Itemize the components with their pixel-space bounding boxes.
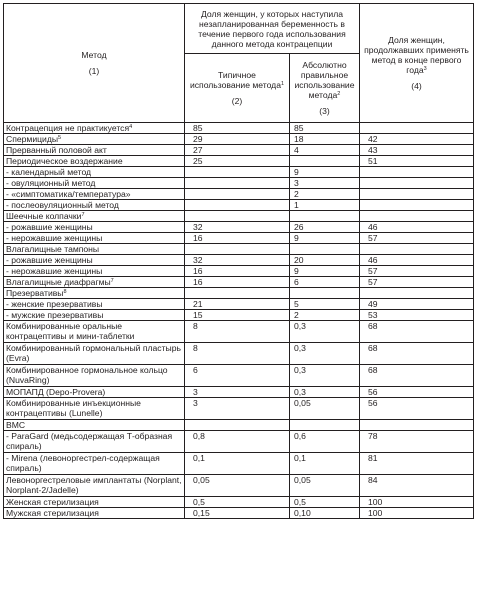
- continuing-value-cell: 81: [360, 453, 474, 475]
- typical-value-cell: 32: [185, 255, 290, 266]
- typical-value-cell: 6: [185, 365, 290, 387]
- perfect-value-cell: 9: [290, 167, 360, 178]
- method-label: - мужские презервативы: [6, 310, 104, 320]
- method-label: МОПАПД (Depo-Provera): [6, 387, 106, 397]
- table-row: [4, 497, 474, 508]
- typical-value-cell: 3: [185, 387, 290, 398]
- perfect-value-cell: 20: [290, 255, 360, 266]
- table-row: [4, 178, 474, 189]
- perfect-value-cell: 0,3: [290, 365, 360, 387]
- perfect-value-cell: 18: [290, 134, 360, 145]
- table-body: [4, 123, 474, 519]
- table-row: [4, 222, 474, 233]
- perfect-value-cell: 0,3: [290, 343, 360, 365]
- perfect-value-cell: 4: [290, 145, 360, 156]
- header-continuing-num: (4): [411, 81, 422, 91]
- perfect-value-cell: 0,6: [290, 431, 360, 453]
- continuing-value-cell: 51: [360, 156, 474, 167]
- header-typical-sup: 1: [280, 81, 285, 87]
- table-row: [4, 167, 474, 178]
- header-perfect: [290, 54, 360, 123]
- typical-value-cell: 0,5: [185, 497, 290, 508]
- typical-value-cell: 25: [185, 156, 290, 167]
- method-label: Влагалищные тампоны: [6, 244, 100, 254]
- method-cell: [4, 453, 185, 475]
- typical-value-cell: 15: [185, 310, 290, 321]
- method-cell: [4, 244, 185, 255]
- table-row: [4, 244, 474, 255]
- method-cell: [4, 431, 185, 453]
- continuing-value-cell: [360, 420, 474, 431]
- continuing-value-cell: 100: [360, 497, 474, 508]
- table-row: [4, 277, 474, 288]
- method-footnote: 4: [129, 124, 133, 130]
- header-typical-num: (2): [231, 96, 243, 106]
- continuing-value-cell: 53: [360, 310, 474, 321]
- table-row: [4, 387, 474, 398]
- method-label: ВМС: [6, 420, 26, 430]
- continuing-value-cell: 56: [360, 387, 474, 398]
- method-label: - нерожавшие женщины: [6, 266, 103, 276]
- continuing-value-cell: 46: [360, 255, 474, 266]
- typical-value-cell: 32: [185, 222, 290, 233]
- method-label: - Mirena (левоноргестрел-содержащая спираль): [6, 453, 160, 473]
- continuing-value-cell: 57: [360, 266, 474, 277]
- method-label: Прерванный половой акт: [6, 145, 107, 155]
- method-label: - рожавшие женщины: [6, 222, 93, 232]
- method-label: Спермициды: [6, 134, 59, 144]
- method-label: Периодическое воздержание: [6, 156, 123, 166]
- typical-value-cell: [185, 189, 290, 200]
- table-row: [4, 134, 474, 145]
- method-cell: [4, 189, 185, 200]
- method-cell: [4, 266, 185, 277]
- perfect-value-cell: 3: [290, 178, 360, 189]
- method-cell: [4, 233, 185, 244]
- typical-value-cell: 16: [185, 277, 290, 288]
- method-label: - рожавшие женщины: [6, 255, 93, 265]
- method-cell: [4, 156, 185, 167]
- method-cell: [4, 134, 185, 145]
- table-row: [4, 453, 474, 475]
- table-row: [4, 431, 474, 453]
- method-label: - овуляционный метод: [6, 178, 96, 188]
- method-label: Презервативы: [6, 288, 64, 298]
- method-cell: [4, 420, 185, 431]
- method-cell: [4, 255, 185, 266]
- table-row: [4, 145, 474, 156]
- continuing-value-cell: 68: [360, 321, 474, 343]
- method-cell: [4, 343, 185, 365]
- header-continuing: [360, 4, 474, 123]
- method-label: Женская стерилизация: [6, 497, 99, 507]
- table-row: [4, 266, 474, 277]
- method-cell: [4, 145, 185, 156]
- perfect-value-cell: 6: [290, 277, 360, 288]
- perfect-value-cell: [290, 156, 360, 167]
- perfect-value-cell: 0,1: [290, 453, 360, 475]
- table-row: [4, 233, 474, 244]
- method-cell: [4, 365, 185, 387]
- typical-value-cell: [185, 178, 290, 189]
- table-row: [4, 321, 474, 343]
- typical-value-cell: 3: [185, 398, 290, 420]
- method-cell: [4, 310, 185, 321]
- table-row: [4, 288, 474, 299]
- method-label: Мужская стерилизация: [6, 508, 99, 518]
- continuing-value-cell: [360, 288, 474, 299]
- continuing-value-cell: [360, 211, 474, 222]
- perfect-value-cell: 0,3: [290, 387, 360, 398]
- perfect-value-cell: 2: [290, 189, 360, 200]
- typical-value-cell: 0,15: [185, 508, 290, 519]
- header-method-label: Метод: [81, 50, 107, 60]
- method-cell: [4, 398, 185, 420]
- method-cell: [4, 497, 185, 508]
- continuing-value-cell: 100: [360, 508, 474, 519]
- method-cell: [4, 475, 185, 497]
- continuing-value-cell: 57: [360, 277, 474, 288]
- perfect-value-cell: 9: [290, 233, 360, 244]
- continuing-value-cell: 43: [360, 145, 474, 156]
- table-row: [4, 508, 474, 519]
- method-cell: [4, 123, 185, 134]
- perfect-value-cell: 1: [290, 200, 360, 211]
- continuing-value-cell: [360, 123, 474, 134]
- method-label: Комбинированное гормональное кольцо (NuvaRing): [6, 365, 168, 385]
- continuing-value-cell: 56: [360, 398, 474, 420]
- typical-value-cell: [185, 211, 290, 222]
- method-label: - женские презервативы: [6, 299, 103, 309]
- header-method-num: (1): [88, 66, 100, 76]
- perfect-value-cell: 0,05: [290, 475, 360, 497]
- typical-value-cell: [185, 420, 290, 431]
- perfect-value-cell: 0,5: [290, 497, 360, 508]
- method-cell: [4, 299, 185, 310]
- method-cell: [4, 387, 185, 398]
- continuing-value-cell: 57: [360, 233, 474, 244]
- header-perfect-sup: 2: [337, 91, 341, 97]
- method-label: Комбинированный гормональный пластырь (Evra): [6, 343, 181, 363]
- continuing-value-cell: [360, 189, 474, 200]
- table-row: [4, 156, 474, 167]
- table-row: [4, 343, 474, 365]
- header-continuing-sup: 3: [423, 66, 427, 72]
- table-row: [4, 200, 474, 211]
- method-label: Влагалищные диафрагмы: [6, 277, 111, 287]
- method-footnote: 5: [58, 135, 62, 141]
- header-perfect-num: (3): [319, 106, 330, 116]
- method-footnote: 7: [81, 212, 85, 218]
- perfect-value-cell: [290, 420, 360, 431]
- typical-value-cell: 8: [185, 343, 290, 365]
- typical-value-cell: 8: [185, 321, 290, 343]
- method-label: Левоноргестреловые имплантаты (Norplant, Norplant-2/Jadelle): [6, 475, 182, 495]
- header-unplanned-label: Доля женщин, у которых наступила незапланированная беременность в течение первого года использования данного метода контрацепции: [198, 8, 346, 49]
- table-row: [4, 211, 474, 222]
- table-row: [4, 420, 474, 431]
- method-label: Контрацепция не практикуется: [6, 123, 130, 133]
- method-label: Комбинированные оральные контрацептивы и мини-таблетки: [6, 321, 135, 341]
- method-cell: [4, 321, 185, 343]
- method-label: - нерожавшие женщины: [6, 233, 103, 243]
- table-row: [4, 123, 474, 134]
- table-row: [4, 398, 474, 420]
- continuing-value-cell: 49: [360, 299, 474, 310]
- method-cell: [4, 508, 185, 519]
- perfect-value-cell: 2: [290, 310, 360, 321]
- continuing-value-cell: [360, 167, 474, 178]
- table-row: [4, 475, 474, 497]
- table-row: [4, 310, 474, 321]
- method-label: - «симптоматика/температура»: [6, 189, 131, 199]
- typical-value-cell: 0,05: [185, 475, 290, 497]
- method-cell: [4, 200, 185, 211]
- typical-value-cell: 27: [185, 145, 290, 156]
- perfect-value-cell: 0,10: [290, 508, 360, 519]
- method-cell: [4, 211, 185, 222]
- method-cell: [4, 178, 185, 189]
- header-continuing-label: Доля женщин, продолжавших применять метод в конце первого года: [364, 35, 469, 75]
- continuing-value-cell: 42: [360, 134, 474, 145]
- perfect-value-cell: 9: [290, 266, 360, 277]
- continuing-value-cell: [360, 200, 474, 211]
- perfect-value-cell: 5: [290, 299, 360, 310]
- method-footnote: 7: [110, 278, 114, 284]
- table-row: [4, 255, 474, 266]
- typical-value-cell: 0,8: [185, 431, 290, 453]
- header-unplanned-pregnancy: [185, 4, 360, 54]
- perfect-value-cell: 0,05: [290, 398, 360, 420]
- continuing-value-cell: [360, 178, 474, 189]
- perfect-value-cell: 85: [290, 123, 360, 134]
- header-perfect-label: Абсолютно правильное использование метода: [294, 60, 355, 100]
- typical-value-cell: [185, 200, 290, 211]
- typical-value-cell: 16: [185, 266, 290, 277]
- continuing-value-cell: 84: [360, 475, 474, 497]
- perfect-value-cell: 26: [290, 222, 360, 233]
- perfect-value-cell: [290, 211, 360, 222]
- continuing-value-cell: 46: [360, 222, 474, 233]
- header-method: [4, 4, 185, 123]
- method-label: - ParaGard (медьсодержащая Т-образная спираль): [6, 431, 173, 451]
- continuing-value-cell: 68: [360, 343, 474, 365]
- method-label: Комбинированные инъекционные контрацептивы (Lunelle): [6, 398, 141, 418]
- typical-value-cell: [185, 288, 290, 299]
- typical-value-cell: 29: [185, 134, 290, 145]
- contraception-efficacy-table: [3, 3, 474, 519]
- continuing-value-cell: 68: [360, 365, 474, 387]
- table-row: [4, 189, 474, 200]
- method-footnote: 8: [63, 289, 67, 295]
- perfect-value-cell: [290, 244, 360, 255]
- method-cell: [4, 288, 185, 299]
- perfect-value-cell: [290, 288, 360, 299]
- typical-value-cell: 85: [185, 123, 290, 134]
- method-label: - календарный метод: [6, 167, 92, 177]
- method-label: - послеовуляционный метод: [6, 200, 119, 210]
- typical-value-cell: 21: [185, 299, 290, 310]
- perfect-value-cell: 0,3: [290, 321, 360, 343]
- typical-value-cell: 0,1: [185, 453, 290, 475]
- method-label: Шеечные колпачки: [6, 211, 82, 221]
- continuing-value-cell: [360, 244, 474, 255]
- typical-value-cell: [185, 244, 290, 255]
- method-cell: [4, 277, 185, 288]
- header-typical-label: Типичное использование метода: [189, 70, 281, 90]
- continuing-value-cell: 78: [360, 431, 474, 453]
- method-cell: [4, 222, 185, 233]
- table-row: [4, 299, 474, 310]
- typical-value-cell: [185, 167, 290, 178]
- method-cell: [4, 167, 185, 178]
- header-typical: [185, 54, 290, 123]
- table-row: [4, 365, 474, 387]
- typical-value-cell: 16: [185, 233, 290, 244]
